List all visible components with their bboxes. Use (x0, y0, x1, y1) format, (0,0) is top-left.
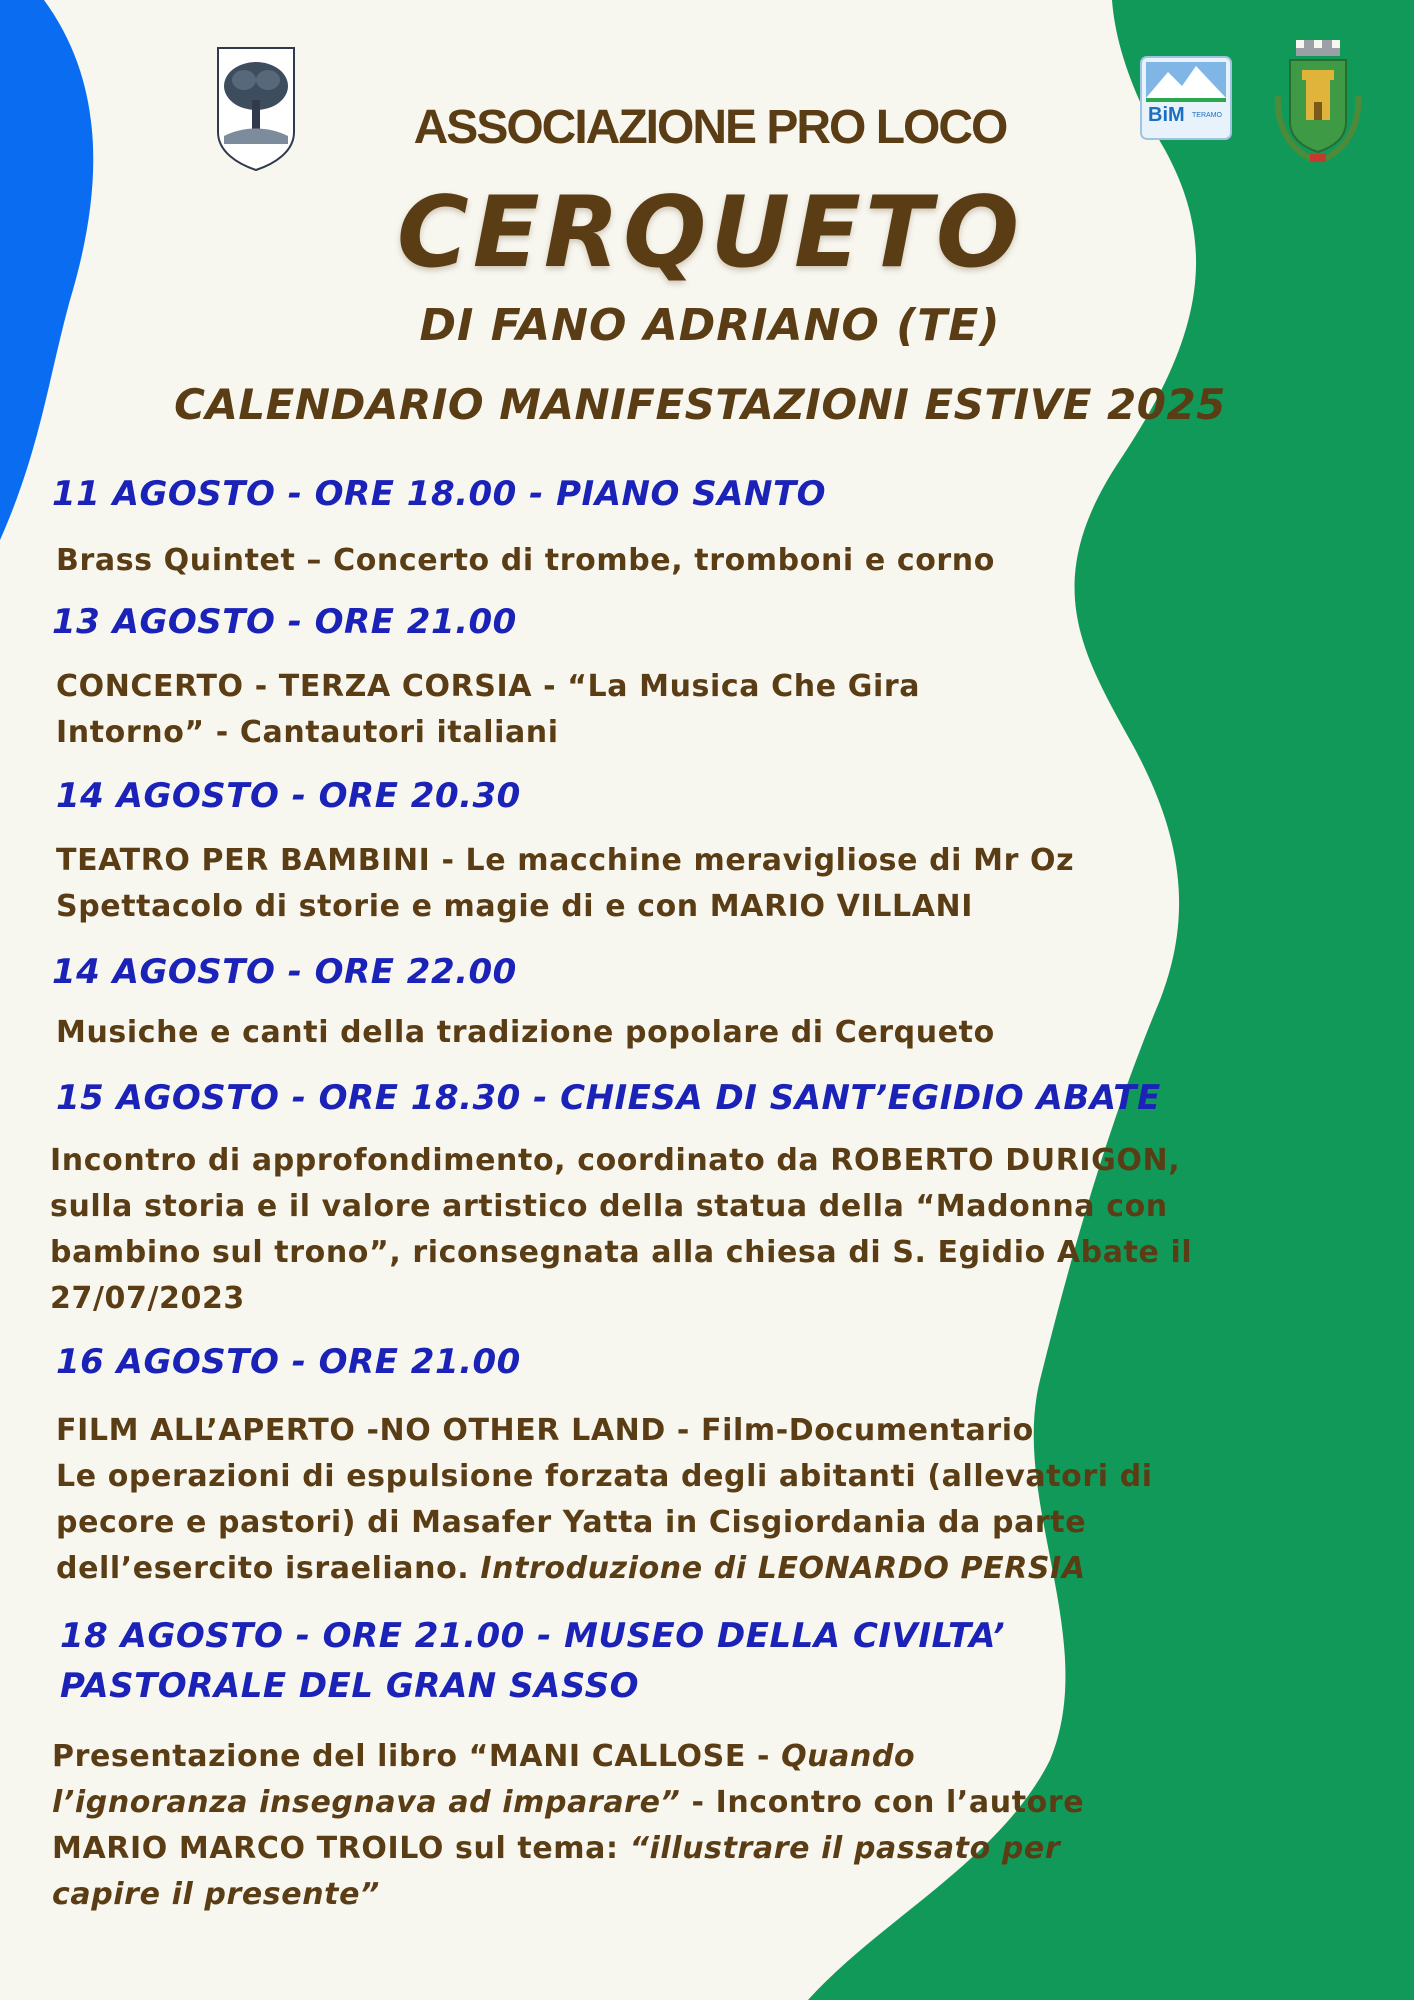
bim-label: BiM (1148, 104, 1185, 126)
event-description: 27/07/2023 (50, 1281, 245, 1316)
page-title: CERQUETO (396, 176, 1024, 290)
event-description: Intorno” - Cantautori italiani (56, 715, 559, 750)
event-heading: 15 AGOSTO - ORE 18.30 - CHIESA DI SANT’EGIDIO ABATE (56, 1078, 1161, 1118)
calendar-title: CALENDARIO MANIFESTAZIONI ESTIVE 2025 (174, 380, 1226, 429)
event-text: Presentazione del libro “MANI CALLOSE - (52, 1739, 782, 1774)
bim-logo (1140, 56, 1232, 140)
event-description: sulla storia e il valore artistico della statua della “Madonna con (50, 1189, 1168, 1224)
event-description: Le operazioni di espulsione forzata degli abitanti (allevatori di (56, 1459, 1153, 1494)
blue-wave (0, 0, 93, 540)
event-description: CONCERTO - TERZA CORSIA - “La Musica Che Gira (56, 669, 921, 704)
event-text: - Incontro con l’autore (680, 1785, 1085, 1820)
event-text-italic: “illustrare il passato per (629, 1831, 1061, 1866)
location-subtitle: DI FANO ADRIANO (TE) (419, 300, 1001, 351)
pro-loco-tree-emblem (214, 44, 298, 172)
event-text: MARIO MARCO TROILO sul tema: (52, 1831, 630, 1866)
event-description: FILM ALL’APERTO -NO OTHER LAND - Film-Documentario (56, 1413, 1034, 1448)
event-description: Brass Quintet – Concerto di trombe, tromboni e corno (56, 543, 995, 578)
event-heading: 13 AGOSTO - ORE 21.00 (52, 602, 517, 642)
event-description (56, 1546, 1086, 1592)
event-text-italic: l’ignoranza insegnava ad imparare” (52, 1785, 681, 1820)
event-description (52, 1872, 380, 1918)
event-description (52, 1780, 1084, 1826)
event-description: pecore e pastori) di Masafer Yatta in Cisgiordania da parte (56, 1505, 1087, 1540)
event-description (52, 1826, 1060, 1872)
event-text-italic: capire il presente” (52, 1877, 380, 1912)
association-title: ASSOCIAZIONE PRO LOCO (413, 101, 1007, 154)
event-description: bambino sul trono”, riconsegnata alla chiesa di S. Egidio Abate il (50, 1235, 1193, 1270)
event-heading: 16 AGOSTO - ORE 21.00 (56, 1342, 521, 1382)
event-description (52, 1734, 915, 1780)
event-description: TEATRO PER BAMBINI - Le macchine meravigliose di Mr Oz (56, 843, 1075, 878)
event-text-italic: Quando (781, 1739, 916, 1774)
event-heading: 14 AGOSTO - ORE 22.00 (52, 952, 517, 992)
event-description: Incontro di approfondimento, coordinato da ROBERTO DURIGON, (50, 1143, 1181, 1178)
event-description: Musiche e canti della tradizione popolare di Cerqueto (56, 1015, 995, 1050)
bim-small-label: TERAMO (1192, 112, 1222, 119)
municipal-coat-of-arms (1270, 36, 1366, 166)
event-heading: 14 AGOSTO - ORE 20.30 (56, 776, 521, 816)
event-text: dell’esercito israeliano. (56, 1551, 470, 1586)
event-text-italic: Introduzione di LEONARDO PERSIA (480, 1551, 1086, 1586)
event-heading: PASTORALE DEL GRAN SASSO (60, 1666, 640, 1706)
event-heading: 18 AGOSTO - ORE 21.00 - MUSEO DELLA CIVILTA’ (60, 1616, 1006, 1656)
event-heading: 11 AGOSTO - ORE 18.00 - PIANO SANTO (52, 474, 827, 514)
event-description: Spettacolo di storie e magie di e con MARIO VILLANI (56, 889, 973, 924)
